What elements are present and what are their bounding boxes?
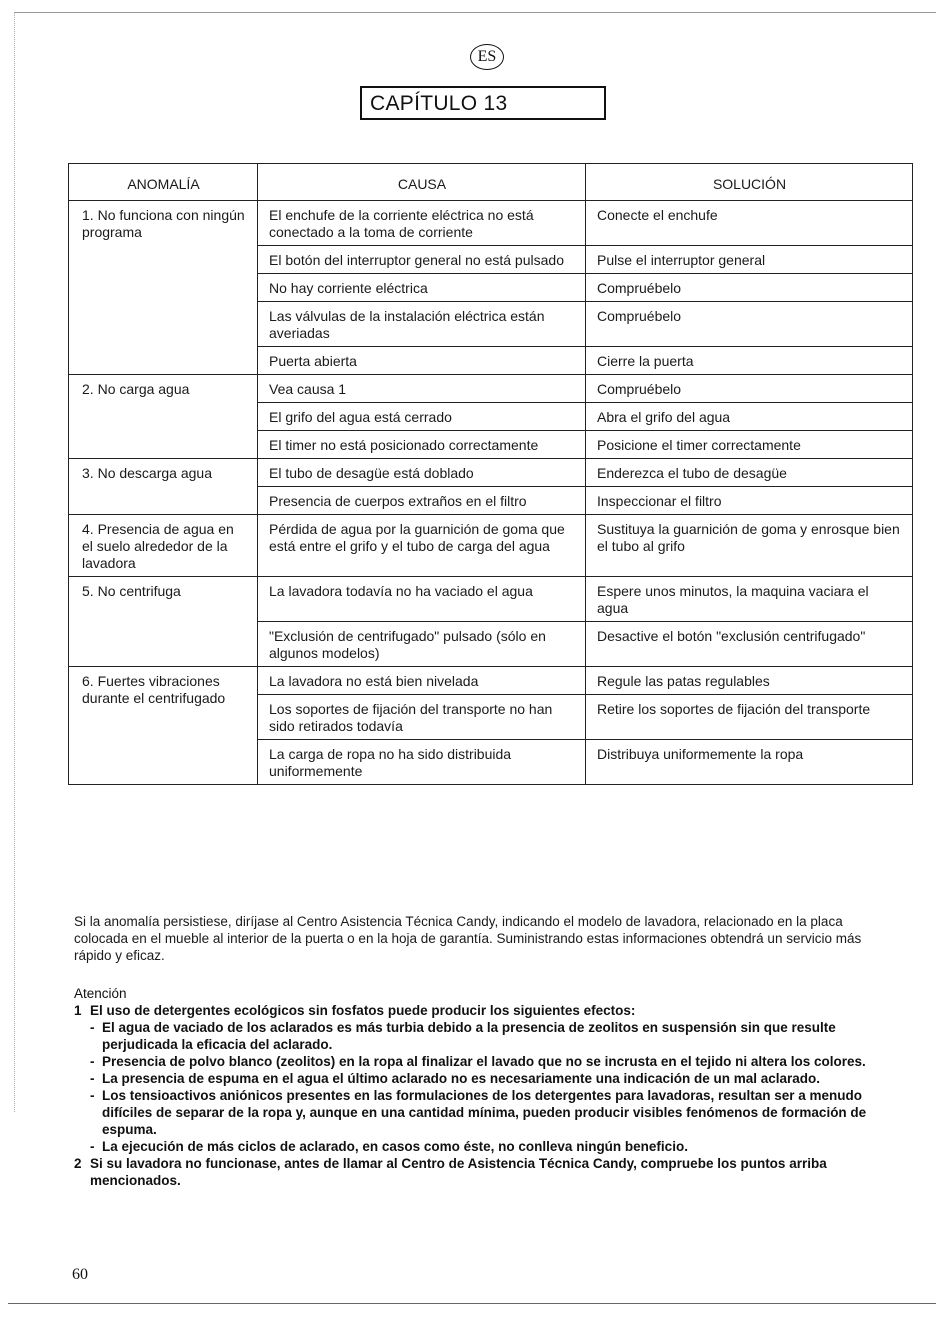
header-cause: CAUSA: [258, 164, 586, 201]
anomaly-text: Fuertes vibraciones durante el centrifugado: [82, 673, 226, 706]
anomaly-label: [80, 465, 247, 482]
attention-subitem-text: La presencia de espuma en el agua el último aclarado no es necesariamente una indicación de un mal aclarado.: [102, 1071, 821, 1086]
header-anomaly: ANOMALÍA: [69, 164, 258, 201]
attention-subitem: [90, 1070, 914, 1087]
attention-item-text: Si su lavadora no funcionase, antes de llamar al Centro de Asistencia Técnica Candy, compruebe los puntos arriba mencionados.: [90, 1156, 827, 1188]
anomaly-label: [80, 381, 247, 398]
anomaly-cell: [69, 201, 258, 375]
attention-subitem: [90, 1019, 914, 1053]
page-left-rule: [14, 12, 16, 1112]
cause-cell: Puerta abierta: [258, 347, 586, 375]
cause-cell: La lavadora no está bien nivelada: [258, 667, 586, 695]
anomaly-text: Presencia de agua en el suelo alrededor de la lavadora: [82, 521, 234, 571]
table-row: [69, 667, 913, 695]
solution-cell: Compruébelo: [586, 302, 913, 347]
chapter-title: CAPÍTULO 13: [360, 86, 606, 120]
solution-cell: Posicione el timer correctamente: [586, 431, 913, 459]
solution-cell: Abra el grifo del agua: [586, 403, 913, 431]
cause-cell: Las válvulas de la instalación eléctrica están averiadas: [258, 302, 586, 347]
attention-item-number: 1: [74, 1003, 82, 1018]
table-row: [69, 201, 913, 246]
table-row: [69, 577, 913, 622]
attention-subitem: [90, 1053, 914, 1070]
attention-list: [74, 1002, 914, 1189]
attention-subitem-text: Presencia de polvo blanco (zeolitos) en la ropa al finalizar el lavado que no se incrusta en el tejido ni altera los colores.: [102, 1054, 866, 1069]
attention-item: [74, 1002, 914, 1155]
table-body: [69, 201, 913, 785]
cause-cell: El enchufe de la corriente eléctrica no está conectado a la toma de corriente: [258, 201, 586, 246]
solution-cell: Conecte el enchufe: [586, 201, 913, 246]
anomaly-number: 3.: [82, 465, 94, 481]
anomaly-label: [80, 207, 247, 241]
cause-cell: La lavadora todavía no ha vaciado el agua: [258, 577, 586, 622]
page-bottom-rule: [8, 1303, 936, 1304]
table-header-row: [69, 164, 913, 201]
solution-cell: Enderezca el tubo de desagüe: [586, 459, 913, 487]
attention-subitem-text: Los tensioactivos aniónicos presentes en las formulaciones de los detergentes para lavadoras, resultan ser a menudo difíciles de separar de la ropa y, aunque en una cantidad mínima, pueden producir visibles fenómenos de formación de espuma.: [102, 1088, 867, 1137]
troubleshooting-table: [68, 163, 913, 785]
table-row: [69, 375, 913, 403]
anomaly-cell: [69, 459, 258, 515]
anomaly-number: 1.: [82, 207, 94, 223]
attention-section: [74, 985, 914, 1189]
cause-cell: El tubo de desagüe está doblado: [258, 459, 586, 487]
cause-cell: La carga de ropa no ha sido distribuida uniformemente: [258, 740, 586, 785]
anomaly-number: 5.: [82, 583, 94, 599]
assistance-notice: Si la anomalía persistiese, diríjase al Centro Asistencia Técnica Candy, indicando el modelo de lavadora, relacionado en la placa colocada en el mueble al interior de la puerta o en la hoja de garantía. Suministrando estas informaciones obtendrá un servicio más rápido y eficaz.: [74, 914, 862, 963]
solution-cell: Distribuya uniformemente la ropa: [586, 740, 913, 785]
anomaly-cell: [69, 667, 258, 785]
cause-cell: Los soportes de fijación del transporte no han sido retirados todavía: [258, 695, 586, 740]
anomaly-number: 2.: [82, 381, 94, 397]
solution-cell: Inspeccionar el filtro: [586, 487, 913, 515]
cause-cell: El botón del interruptor general no está pulsado: [258, 246, 586, 274]
page-number: 60: [72, 1266, 88, 1283]
dash-bullet: -: [90, 1071, 95, 1086]
solution-cell: Desactive el botón "exclusión centrifugado": [586, 622, 913, 667]
table-row: [69, 515, 913, 577]
anomaly-label: [80, 521, 247, 572]
cause-cell: Presencia de cuerpos extraños en el filtro: [258, 487, 586, 515]
anomaly-number: 4.: [82, 521, 94, 537]
attention-item-number: 2: [74, 1156, 82, 1171]
cause-cell: Vea causa 1: [258, 375, 586, 403]
attention-subitem: [90, 1087, 914, 1138]
language-badge: ES: [470, 44, 504, 70]
anomaly-cell: [69, 577, 258, 667]
cause-cell: El timer no está posicionado correctamente: [258, 431, 586, 459]
dash-bullet: -: [90, 1020, 95, 1035]
anomaly-cell: [69, 375, 258, 459]
attention-subitem-text: El agua de vaciado de los aclarados es más turbia debido a la presencia de zeolitos en suspensión sin que resulte perjudicada la eficacia del aclarado.: [102, 1020, 836, 1052]
anomaly-label: [80, 583, 247, 600]
attention-subitem-text: La ejecución de más ciclos de aclarado, en casos como éste, no conlleva ningún beneficio.: [102, 1139, 688, 1154]
page-top-rule: [14, 12, 936, 13]
solution-cell: Retire los soportes de fijación del transporte: [586, 695, 913, 740]
anomaly-cell: [69, 515, 258, 577]
solution-cell: Pulse el interruptor general: [586, 246, 913, 274]
cause-cell: "Exclusión de centrifugado" pulsado (sólo en algunos modelos): [258, 622, 586, 667]
cause-cell: El grifo del agua está cerrado: [258, 403, 586, 431]
solution-cell: Regule las patas regulables: [586, 667, 913, 695]
anomaly-number: 6.: [82, 673, 94, 689]
cause-cell: No hay corriente eléctrica: [258, 274, 586, 302]
dash-bullet: -: [90, 1139, 95, 1154]
anomaly-label: [80, 673, 247, 707]
solution-cell: Sustituya la guarnición de goma y enrosque bien el tubo al grifo: [586, 515, 913, 577]
header-solution: SOLUCIÓN: [586, 164, 913, 201]
attention-heading: Atención: [74, 986, 127, 1001]
anomaly-text: No centrifuga: [97, 583, 181, 599]
attention-subitem: [90, 1138, 914, 1155]
solution-cell: Espere unos minutos, la maquina vaciara el agua: [586, 577, 913, 622]
attention-item: [74, 1155, 914, 1189]
table-row: [69, 459, 913, 487]
cause-cell: Pérdida de agua por la guarnición de goma que está entre el grifo y el tubo de carga del agua: [258, 515, 586, 577]
dash-bullet: -: [90, 1088, 95, 1103]
solution-cell: Compruébelo: [586, 375, 913, 403]
dash-bullet: -: [90, 1054, 95, 1069]
anomaly-text: No descarga agua: [97, 465, 212, 481]
solution-cell: Cierre la puerta: [586, 347, 913, 375]
attention-item-text: El uso de detergentes ecológicos sin fosfatos puede producir los siguientes efectos:: [90, 1003, 636, 1018]
anomaly-text: No funciona con ningún programa: [82, 207, 245, 240]
solution-cell: Compruébelo: [586, 274, 913, 302]
anomaly-text: No carga agua: [97, 381, 190, 397]
